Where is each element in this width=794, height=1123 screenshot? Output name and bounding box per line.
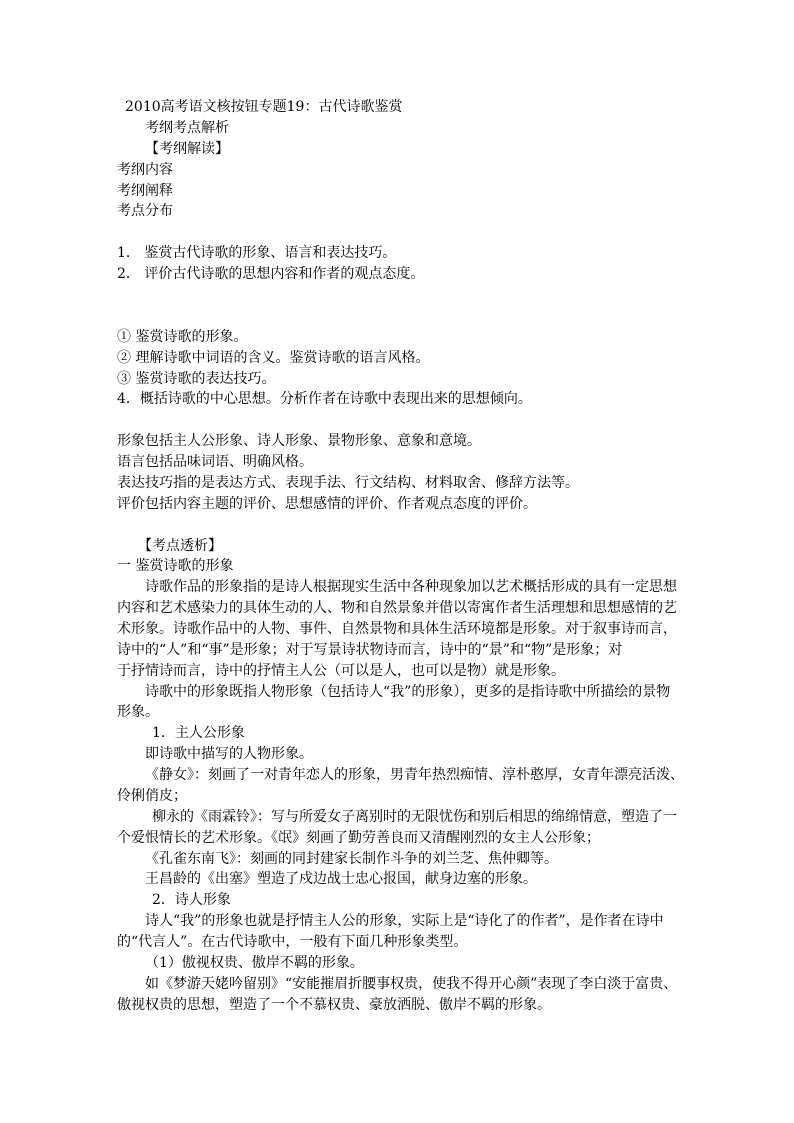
paragraph-line: 诗中的“人”和“事”是形象；对于写景诗状物诗而言，诗中的“景”和“物”是形象；对 [117,642,623,658]
paragraph-line: 诗歌作品的形象指的是诗人根据现实生活中各种现象加以艺术概括形成的具有一定思想 [145,579,677,595]
paragraph-line: 傲视权贵的思想，塑造了一个不慕权贵、豪放洒脱、傲岸不羁的形象。 [117,997,551,1013]
distribution-item: 形象包括主人公形象、诗人形象、景物形象、意象和意境。 [117,433,481,449]
paragraph-line: 于抒情诗而言，诗中的抒情主人公（可以是人，也可以是物）就是形象。 [117,663,565,679]
paragraph-line: 如《梦游天姥吟留别》“安能摧眉折腰事权贵，使我不得开心颜”表现了李白淡于富贵、 [145,976,678,992]
paragraph-line: 个爱恨情长的艺术形象。《氓》刻画了勤劳善良而又清醒刚烈的女主人公形象； [117,830,600,846]
content-item: 1． 鉴赏古代诗歌的形象、语言和表达技巧。 [117,245,397,261]
distribution-item: 表达技巧指的是表达方式、表现手法、行文结构、材料取舍、修辞方法等。 [117,475,579,491]
paragraph-line: 内容和艺术感染力的具体生动的人、物和自然景象并借以寄寓作者生活理想和思想感情的艺 [117,600,677,616]
paragraph-line: 柳永的《雨霖铃》：写与所爱女子离别时的无限忧伤和别后相思的绵绵情意，塑造了一 [152,809,677,825]
paragraph-line: 《静女》：刻画了一对青年恋人的形象，男青年热烈痴情、淳朴憨厚，女青年漂亮活泼、 [145,767,684,783]
label-content: 考纲内容 [117,162,173,178]
label-distribution: 考点分布 [117,203,173,219]
paragraph-line: 即诗歌中描写的人物形象。 [145,746,313,762]
distribution-item: 语言包括品味词语、明确风格。 [117,454,313,470]
section-one-heading: 一 鉴赏诗歌的形象 [117,558,234,574]
section-heading-outline: 【考纲解读】 [145,141,229,157]
doc-subtitle: 考纲考点解析 [145,120,229,136]
explain-item: ③ 鉴赏诗歌的表达技巧。 [117,371,276,387]
explain-item: 4．概括诗歌的中心思想。分析作者在诗歌中表现出来的思想倾向。 [117,391,532,407]
explain-item: ② 理解诗歌中词语的含义。鉴赏诗歌的语言风格。 [117,350,430,366]
paragraph-line: 诗人“我”的形象也就是抒情主人公的形象，实际上是“诗化了的作者”，是作者在诗中 [145,913,664,929]
paragraph-line: 伶俐俏皮； [117,788,187,804]
label-explanation: 考纲阐释 [117,183,173,199]
subheading-poet: 2．诗人形象 [152,892,231,908]
paragraph-line: 诗歌中的形象既指人物形象（包括诗人“我”的形象），更多的是指诗歌中所描绘的景物 [145,684,671,700]
explain-item: ① 鉴赏诗歌的形象。 [117,329,248,345]
subheading-protagonist: 1．主人公形象 [152,725,245,741]
paragraph-line: 术形象。诗歌作品中的人物、事件、自然景物和具体生活环境都是形象。对于叙事诗而言， [117,621,677,637]
paragraph-line: 《孔雀东南飞》：刻画的同封建家长制作斗争的刘兰芝、焦仲卿等。 [145,851,558,867]
paragraph-line: 形象。 [117,704,159,720]
paragraph-line: 的“代言人”。在古代诗歌中，一般有下面几种形象类型。 [117,934,468,950]
paragraph-line: 王昌龄的《出塞》塑造了戍边战士忠心报国，献身边塞的形象。 [145,871,537,887]
section-heading-analysis: 【考点透析】 [138,538,222,554]
doc-title: 2010高考语文核按钮专题19：古代诗歌鉴赏 [125,99,403,115]
distribution-item: 评价包括内容主题的评价、思想感情的评价、作者观点态度的评价。 [117,496,537,512]
content-item: 2． 评价古代诗歌的思想内容和作者的观点态度。 [117,266,425,282]
paragraph-line: （1）傲视权贵、傲岸不羁的形象。 [145,955,364,971]
